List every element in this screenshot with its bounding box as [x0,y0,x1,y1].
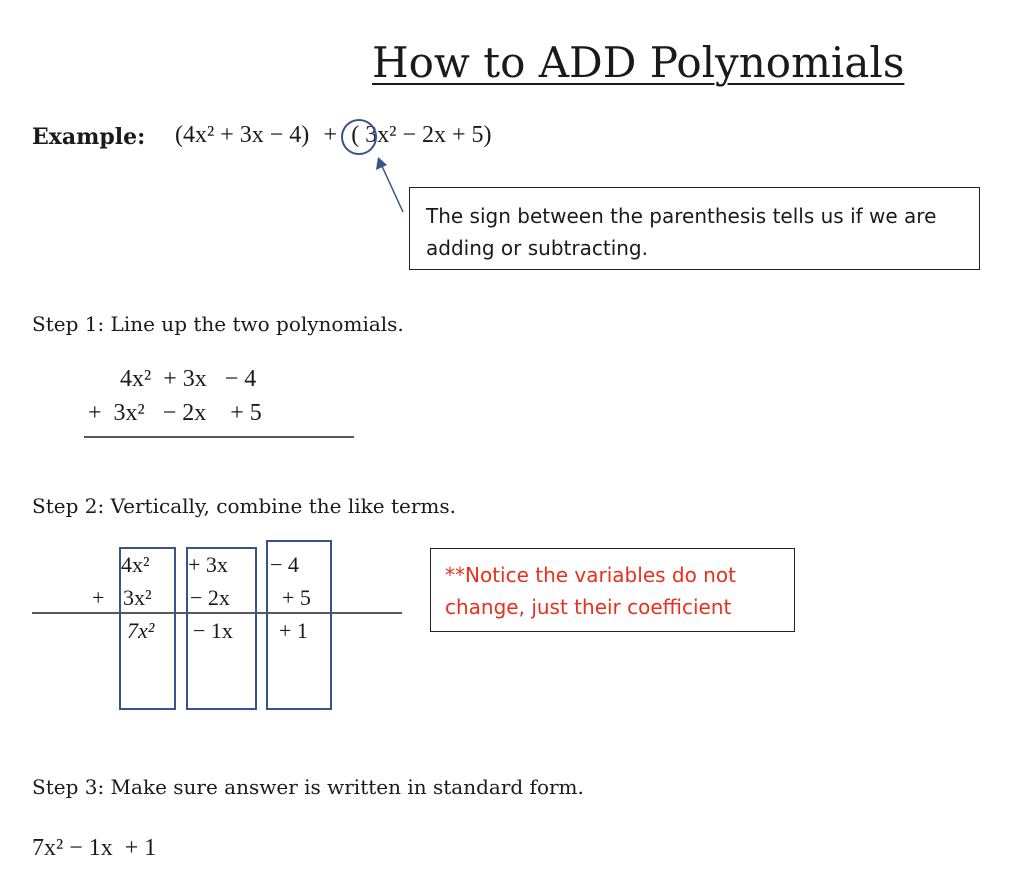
step2-plus-sign: + [92,585,105,610]
left-polynomial: (4x² + 3x − 4) [175,122,310,148]
right-polynomial: ( 3x² − 2x + 5) [351,122,492,148]
plus-operator: + [323,122,338,148]
col3-top: − 4 [270,552,299,577]
column-box-1 [120,548,175,709]
col2-sum: − 1x [193,618,233,643]
col1-sum: 7x² [127,618,155,643]
col1-bottom: 3x² [123,585,152,610]
col3-sum: + 1 [279,618,308,643]
sign-callout-box: The sign between the parenthesis tells us if we are adding or subtracting. [409,187,980,270]
operator-circle [342,120,376,154]
col2-bottom: − 2x [190,585,230,610]
example-label: Example: [32,124,146,150]
column-box-3 [267,541,331,709]
callout-arrow-head [376,157,387,170]
step3-label: Step 3: Make sure answer is written in standard form. [32,775,584,799]
step1-row2: + 3x² − 2x + 5 [88,400,262,426]
col2-top: + 3x [188,552,228,577]
column-box-2 [187,548,256,709]
notice-note-box: **Notice the variables do not change, just their coefficient [430,548,795,632]
step1-label: Step 1: Line up the two polynomials. [32,312,404,336]
step2-label: Step 2: Vertically, combine the like terms. [32,494,456,518]
col1-top: 4x² [121,552,150,577]
page-title: How to ADD Polynomials [372,38,905,87]
final-answer: 7x² − 1x + 1 [32,835,157,861]
col3-bottom: + 5 [282,585,311,610]
callout-arrow [381,164,403,212]
step1-row1: 4x² + 3x − 4 [120,366,257,392]
